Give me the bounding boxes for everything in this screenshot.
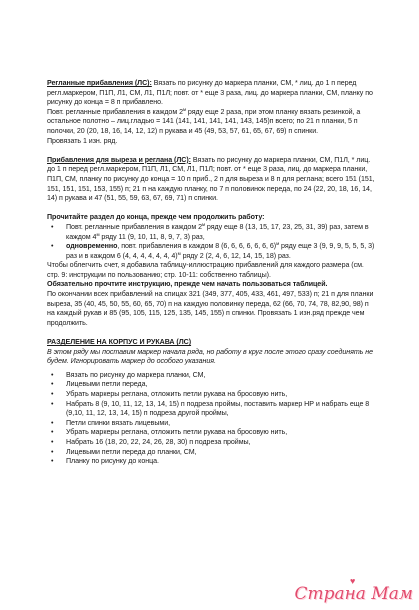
raglan-purl-row: Провязать 1 изн. ряд. — [47, 136, 118, 145]
bullet-icon: • — [51, 399, 54, 408]
raglan-repeat-text-b: ряду еще 2 раза, при этом планку вязать резинкой, а остальное полотно – лиц.гладью = 141 (141, 141, 141, 141, 143, 145)п всего; по 21 п планки, 5 п полочки, 20 (20, 18, 16, 14, 12, 12) п рукава и 45 (49, 53, 57, 61, 65, 67, 69) п спинки. — [47, 107, 361, 135]
bullet-icon: • — [51, 457, 54, 466]
bullet1-text-c: ряду 11 (9, 10, 11, 8, 9, 7, 3) раз, — [99, 232, 205, 241]
list-item — [47, 380, 377, 390]
bullet-icon: • — [51, 418, 54, 427]
step-text: Лицевыми петли переда до планки, СМ, — [66, 447, 197, 456]
pattern-text — [47, 79, 377, 467]
bullet-icon: • — [51, 447, 54, 456]
bullet2-text-a: , повт. прибавления в каждом 8 (6, 6, 6, 6, 6, 6, 6) — [117, 242, 277, 251]
list-item — [47, 438, 377, 448]
step-text: Петли спинки вязать лицевыми, — [66, 418, 171, 427]
step-text: Убрать маркеры реглана, отложить петли рукава на бросовую нить, — [66, 428, 288, 437]
raglan-repeat-text-a: Повт. регланные прибавления в каждом 2 — [47, 107, 183, 116]
superscript: м — [201, 221, 206, 227]
step-text: Набрать 8 (9, 10, 11, 12, 13, 14, 15) п подреза проймы, поставить маркер НР и набрать еще 8 (9,10, 11, 12, 13, 14, 15) п подреза другой проймы, — [66, 399, 370, 418]
heart-icon: ♥ — [350, 576, 356, 586]
division-steps-list — [47, 371, 377, 467]
neckline-title: Прибавления для выреза и реглана (ЛС): — [47, 155, 191, 164]
list-item — [47, 457, 377, 467]
bullet-icon: • — [51, 390, 54, 398]
table-note: Чтобы облегчить счет, я добавила таблицу-иллюстрацию прибавлений для каждого размера (см. стр. 9: инструкции по пользованию; стр. 10-11: собственно таблицы). — [47, 261, 364, 279]
bullet-icon: • — [51, 370, 54, 379]
list-item — [47, 390, 377, 400]
simultaneously-label: одновременно — [66, 242, 118, 251]
step-text: Планку по рисунку до конца. — [66, 457, 159, 466]
division-intro: В этом ряду мы поставим маркер начала ряда, но работу в круг после этого сразу соединять не будем. Игнорировать маркер до особого указания. — [47, 347, 374, 366]
raglan-paragraph — [47, 79, 377, 108]
list-item — [47, 448, 377, 458]
neckline-body: Вязать по рисунку до маркера планки, СМ, П1Л, * лиц. до 1 п перед регл.маркером, П1П, Л1, СМ, Л1, П1Л; повт. от * еще 3 раза, лиц. до маркера планки, П1П, СМ, планку по рисунку до конца = 10 п приб., 2 п для выреза и 8 п для реглана; всего 151 (151, 151, 151, 151, 153, 155) п; 21 п на каждую планку, по 7 п половинок переда, по 24 (22, 20, 18, 16, 14, 14) п рукава и 47 (51, 55, 59, 63, 67, 69, 71) п спинки. — [47, 155, 375, 203]
bullet-icon: • — [51, 428, 54, 437]
stitch-totals: По окончании всех прибавлений на спицах 321 (349, 377, 405, 433, 461, 497, 533) п; 21 п для планки выреза, 35 (40, 45, 50, 55, 60, 65, 70) п на каждую половинку переда, 62 (66, 70, 74, 78, 82,90, 98) п на каждый рукав и 85 (95, 105, 115, 125, 135, 145, 155) п спинки. Провязать 1 изн.ряд прежде чем продолжить. — [47, 290, 374, 327]
division-title: РАЗДЕЛЕНИЕ НА КОРПУС И РУКАВА (ЛС) — [47, 338, 192, 347]
list-item — [47, 400, 377, 419]
bullet1-text-b: ряду еще 8 (13, 15, 17, 23, 25, 31, 39) раз, затем в каждом 4 — [66, 222, 369, 241]
list-item — [47, 419, 377, 429]
list-item — [47, 223, 377, 242]
step-text: Набрать 16 (18, 20, 22, 24, 26, 28, 30) п подреза проймы, — [66, 437, 251, 446]
raglan-title: Регланные прибавления (ЛС): — [47, 79, 152, 87]
bullet2-text-c: ряду 2 (2, 4, 6, 12, 14, 15, 18) раз. — [180, 251, 291, 260]
bullet1-text-a: Повт. регланные прибавления в каждом 2 — [66, 222, 202, 231]
watermark-logo — [294, 576, 413, 604]
neckline-paragraph — [47, 156, 377, 204]
superscript: м — [182, 106, 187, 112]
bullet-icon: • — [51, 380, 54, 389]
superscript: м — [96, 231, 100, 237]
read-section-title: Прочитайте раздел до конца, прежде чем продолжить работу: — [47, 213, 265, 222]
superscript: м — [177, 250, 181, 256]
list-item — [47, 371, 377, 381]
step-text: Убрать маркеры реглана, отложить петли рукава на бросовую нить, — [66, 390, 288, 398]
watermark-text: Страна Мам — [294, 584, 413, 604]
superscript: м — [276, 241, 280, 247]
bullet-icon: • — [51, 222, 54, 231]
bullet-icon: • — [51, 242, 54, 251]
read-section-list — [47, 223, 377, 261]
raglan-repeat — [47, 108, 377, 137]
step-text: Лицевыми петли переда, — [66, 380, 148, 389]
list-item — [47, 242, 377, 261]
bullet-icon: • — [51, 437, 54, 446]
raglan-body: Вязать по рисунку до маркера планки, СМ, * лиц. до 1 п перед регл.маркером, П1П, Л1, СМ, Л1, П1Л; повт. от * еще 3 раза, лиц. до маркера планки, СМ, планку по рисунку до конца = 8 п прибавлено. — [47, 79, 373, 107]
step-text: Вязать по рисунку до маркера планки, СМ, — [66, 370, 206, 379]
must-read-note: Обязательно прочтите инструкцию, прежде чем начать пользоваться таблицей. — [47, 280, 328, 289]
list-item — [47, 428, 377, 438]
bullet2-text-b: ряду еще 3 (9, 9, 9, 5, 5, 5, 3) раз и в каждом 6 (4, 4, 4, 4, 4, 4, 4) — [66, 242, 375, 260]
